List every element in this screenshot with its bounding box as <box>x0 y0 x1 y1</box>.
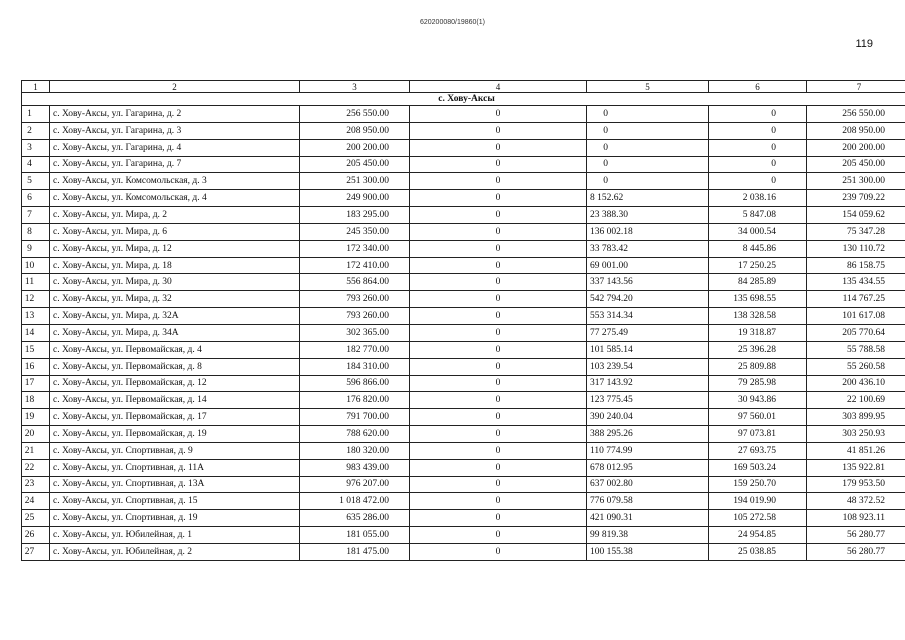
value-cell: 776 079.58 <box>587 493 709 510</box>
value-cell: 97 560.01 <box>709 409 807 426</box>
value-cell: 77 275.49 <box>587 324 709 341</box>
value-cell: 23 388.30 <box>587 207 709 224</box>
address-cell: с. Хову-Аксы, ул. Первомайская, д. 4 <box>50 341 300 358</box>
value-cell: 0 <box>410 527 587 544</box>
value-cell: 0 <box>410 156 587 173</box>
table-row <box>22 324 905 341</box>
table-row <box>22 493 905 510</box>
value-cell: 0 <box>587 106 709 123</box>
row-number: 4 <box>22 156 50 173</box>
address-cell: с. Хову-Аксы, ул. Первомайская, д. 12 <box>50 375 300 392</box>
table-row <box>22 139 905 156</box>
row-number: 15 <box>22 341 50 358</box>
row-number: 2 <box>22 122 50 139</box>
table-row <box>22 476 905 493</box>
amount-cell: 1 018 472.00 <box>300 493 410 510</box>
table-row <box>22 156 905 173</box>
table-row <box>22 459 905 476</box>
value-cell: 388 295.26 <box>587 426 709 443</box>
value-cell: 0 <box>410 257 587 274</box>
amount-cell: 791 700.00 <box>300 409 410 426</box>
address-cell: с. Хову-Аксы, ул. Спортивная, д. 11А <box>50 459 300 476</box>
amount-cell: 181 475.00 <box>300 543 410 560</box>
address-cell: с. Хову-Аксы, ул. Гагарина, д. 7 <box>50 156 300 173</box>
total-cell: 200 436.10 <box>807 375 905 392</box>
amount-cell: 176 820.00 <box>300 392 410 409</box>
row-number: 9 <box>22 240 50 257</box>
value-cell: 0 <box>410 392 587 409</box>
amount-cell: 556 864.00 <box>300 274 410 291</box>
value-cell: 0 <box>410 274 587 291</box>
amount-cell: 788 620.00 <box>300 426 410 443</box>
amount-cell: 208 950.00 <box>300 122 410 139</box>
amount-cell: 635 286.00 <box>300 510 410 527</box>
value-cell: 169 503.24 <box>709 459 807 476</box>
table-row <box>22 274 905 291</box>
value-cell: 553 314.34 <box>587 308 709 325</box>
amount-cell: 172 340.00 <box>300 240 410 257</box>
value-cell: 25 809.88 <box>709 358 807 375</box>
value-cell: 678 012.95 <box>587 459 709 476</box>
total-cell: 205 770.64 <box>807 324 905 341</box>
total-cell: 75 347.28 <box>807 223 905 240</box>
address-cell: с. Хову-Аксы, ул. Гагарина, д. 4 <box>50 139 300 156</box>
value-cell: 110 774.99 <box>587 442 709 459</box>
amount-cell: 183 295.00 <box>300 207 410 224</box>
value-cell: 0 <box>410 426 587 443</box>
address-cell: с. Хову-Аксы, ул. Мира, д. 30 <box>50 274 300 291</box>
address-cell: с. Хову-Аксы, ул. Мира, д. 12 <box>50 240 300 257</box>
value-cell: 5 847.08 <box>709 207 807 224</box>
value-cell: 0 <box>410 510 587 527</box>
row-number: 1 <box>22 106 50 123</box>
table-row <box>22 291 905 308</box>
row-number: 20 <box>22 426 50 443</box>
value-cell: 194 019.90 <box>709 493 807 510</box>
total-cell: 256 550.00 <box>807 106 905 123</box>
row-number: 13 <box>22 308 50 325</box>
value-cell: 8 152.62 <box>587 190 709 207</box>
value-cell: 99 819.38 <box>587 527 709 544</box>
row-number: 18 <box>22 392 50 409</box>
total-cell: 108 923.11 <box>807 510 905 527</box>
value-cell: 136 002.18 <box>587 223 709 240</box>
row-number: 19 <box>22 409 50 426</box>
amount-cell: 184 310.00 <box>300 358 410 375</box>
row-number: 5 <box>22 173 50 190</box>
value-cell: 159 250.70 <box>709 476 807 493</box>
total-cell: 86 158.75 <box>807 257 905 274</box>
table-row <box>22 190 905 207</box>
table-row <box>22 308 905 325</box>
value-cell: 0 <box>410 173 587 190</box>
address-cell: с. Хову-Аксы, ул. Спортивная, д. 15 <box>50 493 300 510</box>
value-cell: 0 <box>410 476 587 493</box>
address-cell: с. Хову-Аксы, ул. Спортивная, д. 13А <box>50 476 300 493</box>
value-cell: 0 <box>410 207 587 224</box>
amount-cell: 205 450.00 <box>300 156 410 173</box>
amount-cell: 302 365.00 <box>300 324 410 341</box>
column-number: 3 <box>300 81 410 93</box>
table-row <box>22 207 905 224</box>
table-row <box>22 122 905 139</box>
value-cell: 19 318.87 <box>709 324 807 341</box>
value-cell: 69 001.00 <box>587 257 709 274</box>
address-cell: с. Хову-Аксы, ул. Первомайская, д. 17 <box>50 409 300 426</box>
address-cell: с. Хову-Аксы, ул. Комсомольская, д. 3 <box>50 173 300 190</box>
row-number: 12 <box>22 291 50 308</box>
value-cell: 25 396.28 <box>709 341 807 358</box>
column-number: 6 <box>709 81 807 93</box>
amount-cell: 245 350.00 <box>300 223 410 240</box>
value-cell: 0 <box>410 308 587 325</box>
table-row <box>22 392 905 409</box>
address-cell: с. Хову-Аксы, ул. Первомайская, д. 8 <box>50 358 300 375</box>
amount-cell: 251 300.00 <box>300 173 410 190</box>
column-number: 7 <box>807 81 905 93</box>
total-cell: 135 922.81 <box>807 459 905 476</box>
value-cell: 0 <box>410 190 587 207</box>
row-number: 23 <box>22 476 50 493</box>
amount-cell: 200 200.00 <box>300 139 410 156</box>
value-cell: 0 <box>410 358 587 375</box>
address-cell: с. Хову-Аксы, ул. Спортивная, д. 19 <box>50 510 300 527</box>
amount-cell: 180 320.00 <box>300 442 410 459</box>
group-row <box>22 93 905 106</box>
row-number: 14 <box>22 324 50 341</box>
table-row <box>22 173 905 190</box>
data-table <box>21 80 905 561</box>
total-cell: 303 250.93 <box>807 426 905 443</box>
value-cell: 100 155.38 <box>587 543 709 560</box>
amount-cell: 983 439.00 <box>300 459 410 476</box>
amount-cell: 976 207.00 <box>300 476 410 493</box>
row-number: 6 <box>22 190 50 207</box>
value-cell: 0 <box>410 139 587 156</box>
table-row <box>22 409 905 426</box>
column-number-row <box>22 81 905 93</box>
table-row <box>22 223 905 240</box>
table-row <box>22 257 905 274</box>
column-number: 2 <box>50 81 300 93</box>
value-cell: 84 285.89 <box>709 274 807 291</box>
value-cell: 27 693.75 <box>709 442 807 459</box>
row-number: 25 <box>22 510 50 527</box>
value-cell: 390 240.04 <box>587 409 709 426</box>
document-id: 620200080/19860(1) <box>419 19 485 26</box>
column-number: 1 <box>22 81 50 93</box>
value-cell: 105 272.58 <box>709 510 807 527</box>
value-cell: 542 794.20 <box>587 291 709 308</box>
value-cell: 34 000.54 <box>709 223 807 240</box>
total-cell: 101 617.08 <box>807 308 905 325</box>
address-cell: с. Хову-Аксы, ул. Первомайская, д. 19 <box>50 426 300 443</box>
value-cell: 0 <box>410 409 587 426</box>
address-cell: с. Хову-Аксы, ул. Гагарина, д. 2 <box>50 106 300 123</box>
value-cell: 0 <box>410 442 587 459</box>
group-title: с. Хову-Аксы <box>22 93 905 106</box>
value-cell: 337 143.56 <box>587 274 709 291</box>
value-cell: 25 038.85 <box>709 543 807 560</box>
amount-cell: 256 550.00 <box>300 106 410 123</box>
value-cell: 0 <box>410 122 587 139</box>
address-cell: с. Хову-Аксы, ул. Мира, д. 32 <box>50 291 300 308</box>
row-number: 10 <box>22 257 50 274</box>
value-cell: 30 943.86 <box>709 392 807 409</box>
value-cell: 0 <box>587 122 709 139</box>
total-cell: 48 372.52 <box>807 493 905 510</box>
address-cell: с. Хову-Аксы, ул. Мира, д. 6 <box>50 223 300 240</box>
row-number: 7 <box>22 207 50 224</box>
table-row <box>22 527 905 544</box>
table-row <box>22 543 905 560</box>
total-cell: 251 300.00 <box>807 173 905 190</box>
total-cell: 114 767.25 <box>807 291 905 308</box>
value-cell: 0 <box>709 106 807 123</box>
value-cell: 0 <box>410 375 587 392</box>
address-cell: с. Хову-Аксы, ул. Первомайская, д. 14 <box>50 392 300 409</box>
value-cell: 0 <box>709 156 807 173</box>
value-cell: 0 <box>410 223 587 240</box>
total-cell: 154 059.62 <box>807 207 905 224</box>
table-row <box>22 426 905 443</box>
value-cell: 0 <box>587 156 709 173</box>
address-cell: с. Хову-Аксы, ул. Мира, д. 18 <box>50 257 300 274</box>
address-cell: с. Хову-Аксы, ул. Мира, д. 32А <box>50 308 300 325</box>
column-number: 4 <box>410 81 587 93</box>
value-cell: 17 250.25 <box>709 257 807 274</box>
row-number: 11 <box>22 274 50 291</box>
value-cell: 8 445.86 <box>709 240 807 257</box>
value-cell: 0 <box>709 139 807 156</box>
value-cell: 2 038.16 <box>709 190 807 207</box>
total-cell: 56 280.77 <box>807 543 905 560</box>
total-cell: 22 100.69 <box>807 392 905 409</box>
address-cell: с. Хову-Аксы, ул. Мира, д. 34А <box>50 324 300 341</box>
value-cell: 79 285.98 <box>709 375 807 392</box>
total-cell: 208 950.00 <box>807 122 905 139</box>
row-number: 22 <box>22 459 50 476</box>
amount-cell: 181 055.00 <box>300 527 410 544</box>
value-cell: 0 <box>587 139 709 156</box>
table-row <box>22 375 905 392</box>
amount-cell: 182 770.00 <box>300 341 410 358</box>
value-cell: 101 585.14 <box>587 341 709 358</box>
value-cell: 97 073.81 <box>709 426 807 443</box>
total-cell: 303 899.95 <box>807 409 905 426</box>
row-number: 21 <box>22 442 50 459</box>
total-cell: 130 110.72 <box>807 240 905 257</box>
amount-cell: 793 260.00 <box>300 291 410 308</box>
page-number: 119 <box>855 38 873 50</box>
row-number: 17 <box>22 375 50 392</box>
value-cell: 0 <box>410 493 587 510</box>
table-row <box>22 358 905 375</box>
row-number: 8 <box>22 223 50 240</box>
total-cell: 179 953.50 <box>807 476 905 493</box>
value-cell: 0 <box>709 122 807 139</box>
amount-cell: 172 410.00 <box>300 257 410 274</box>
value-cell: 0 <box>709 173 807 190</box>
address-cell: с. Хову-Аксы, ул. Юбилейная, д. 2 <box>50 543 300 560</box>
row-number: 27 <box>22 543 50 560</box>
total-cell: 56 280.77 <box>807 527 905 544</box>
value-cell: 0 <box>410 543 587 560</box>
value-cell: 0 <box>410 291 587 308</box>
total-cell: 55 260.58 <box>807 358 905 375</box>
table-row <box>22 240 905 257</box>
amount-cell: 793 260.00 <box>300 308 410 325</box>
value-cell: 421 090.31 <box>587 510 709 527</box>
address-cell: с. Хову-Аксы, ул. Мира, д. 2 <box>50 207 300 224</box>
value-cell: 103 239.54 <box>587 358 709 375</box>
total-cell: 200 200.00 <box>807 139 905 156</box>
value-cell: 0 <box>410 106 587 123</box>
row-number: 3 <box>22 139 50 156</box>
value-cell: 317 143.92 <box>587 375 709 392</box>
amount-cell: 249 900.00 <box>300 190 410 207</box>
total-cell: 205 450.00 <box>807 156 905 173</box>
address-cell: с. Хову-Аксы, ул. Спортивная, д. 9 <box>50 442 300 459</box>
value-cell: 0 <box>410 459 587 476</box>
table-row <box>22 510 905 527</box>
address-cell: с. Хову-Аксы, ул. Юбилейная, д. 1 <box>50 527 300 544</box>
value-cell: 0 <box>410 324 587 341</box>
row-number: 16 <box>22 358 50 375</box>
address-cell: с. Хову-Аксы, ул. Гагарина, д. 3 <box>50 122 300 139</box>
total-cell: 55 788.58 <box>807 341 905 358</box>
value-cell: 24 954.85 <box>709 527 807 544</box>
value-cell: 123 775.45 <box>587 392 709 409</box>
total-cell: 239 709.22 <box>807 190 905 207</box>
row-number: 26 <box>22 527 50 544</box>
table-row <box>22 106 905 123</box>
column-number: 5 <box>587 81 709 93</box>
value-cell: 135 698.55 <box>709 291 807 308</box>
row-number: 24 <box>22 493 50 510</box>
value-cell: 0 <box>587 173 709 190</box>
value-cell: 637 002.80 <box>587 476 709 493</box>
value-cell: 0 <box>410 240 587 257</box>
total-cell: 41 851.26 <box>807 442 905 459</box>
amount-cell: 596 866.00 <box>300 375 410 392</box>
address-cell: с. Хову-Аксы, ул. Комсомольская, д. 4 <box>50 190 300 207</box>
table-row <box>22 442 905 459</box>
value-cell: 0 <box>410 341 587 358</box>
value-cell: 138 328.58 <box>709 308 807 325</box>
value-cell: 33 783.42 <box>587 240 709 257</box>
total-cell: 135 434.55 <box>807 274 905 291</box>
table-row <box>22 341 905 358</box>
